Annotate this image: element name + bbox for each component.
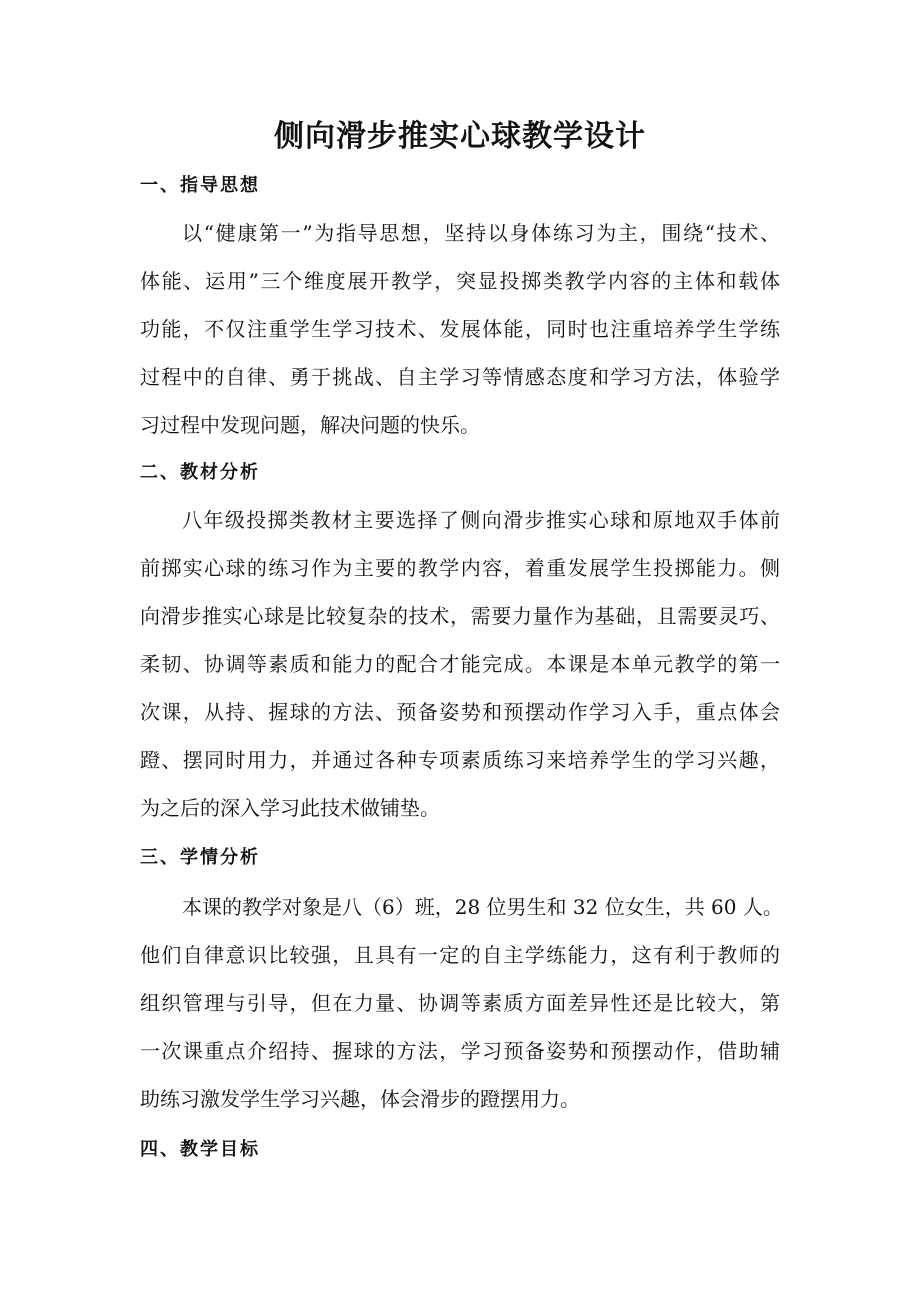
section-heading-material-analysis: 二、教材分析 xyxy=(140,462,260,483)
paragraph-line: 功能，不仅注重学生学习技术、发展体能，同时也注重培养学生学练 xyxy=(140,317,780,341)
paragraph-line: 次课，从持、握球的方法、预备姿势和预摆动作学习入手，重点体会 xyxy=(140,700,780,724)
paragraph-line: 本课的教学对象是八（6）班，28 位男生和 32 位女生，共 60 人。 xyxy=(182,895,783,919)
section-heading-learner-analysis: 三、学情分析 xyxy=(140,847,260,868)
paragraph-line: 以“健康第一”为指导思想，坚持以身体练习为主，围绕“技术、 xyxy=(182,221,780,245)
paragraph-line: 助练习激发学生学习兴趣，体会滑步的蹬摆用力。 xyxy=(140,1087,580,1111)
paragraph-line: 过程中的自律、勇于挑战、自主学习等情感态度和学习方法，体验学 xyxy=(140,365,780,389)
section-heading-teaching-objectives: 四、教学目标 xyxy=(140,1139,260,1160)
document-title: 侧向滑步推实心球教学设计 xyxy=(274,119,646,154)
paragraph-line: 蹬、摆同时用力，并通过各种专项素质练习来培养学生的学习兴趣， xyxy=(140,748,780,772)
paragraph-line: 一次课重点介绍持、握球的方法，学习预备姿势和预摆动作，借助辅 xyxy=(140,1039,780,1063)
section-body-material-analysis xyxy=(140,496,780,832)
paragraph-line: 柔韧、协调等素质和能力的配合才能完成。本课是本单元教学的第一 xyxy=(140,652,780,676)
section-heading-guiding-ideology: 一、指导思想 xyxy=(140,175,260,196)
paragraph-line: 他们自律意识比较强，且具有一定的自主学练能力，这有利于教师的 xyxy=(140,943,780,967)
paragraph-line: 八年级投掷类教材主要选择了侧向滑步推实心球和原地双手体前 xyxy=(182,508,780,532)
paragraph-line: 为之后的深入学习此技术做铺垫。 xyxy=(140,796,440,820)
paragraph-line: 前掷实心球的练习作为主要的教学内容，着重发展学生投掷能力。侧 xyxy=(140,556,780,580)
paragraph-line: 向滑步推实心球是比较复杂的技术，需要力量作为基础，且需要灵巧、 xyxy=(140,604,780,628)
section-body-learner-analysis xyxy=(140,883,783,1123)
paragraph-line: 习过程中发现问题，解决问题的快乐。 xyxy=(140,413,480,437)
section-body-guiding-ideology xyxy=(140,209,780,449)
paragraph-line: 体能、运用”三个维度展开教学，突显投掷类教学内容的主体和载体 xyxy=(140,269,780,293)
paragraph-line: 组织管理与引导，但在力量、协调等素质方面差异性还是比较大，第 xyxy=(140,991,780,1015)
